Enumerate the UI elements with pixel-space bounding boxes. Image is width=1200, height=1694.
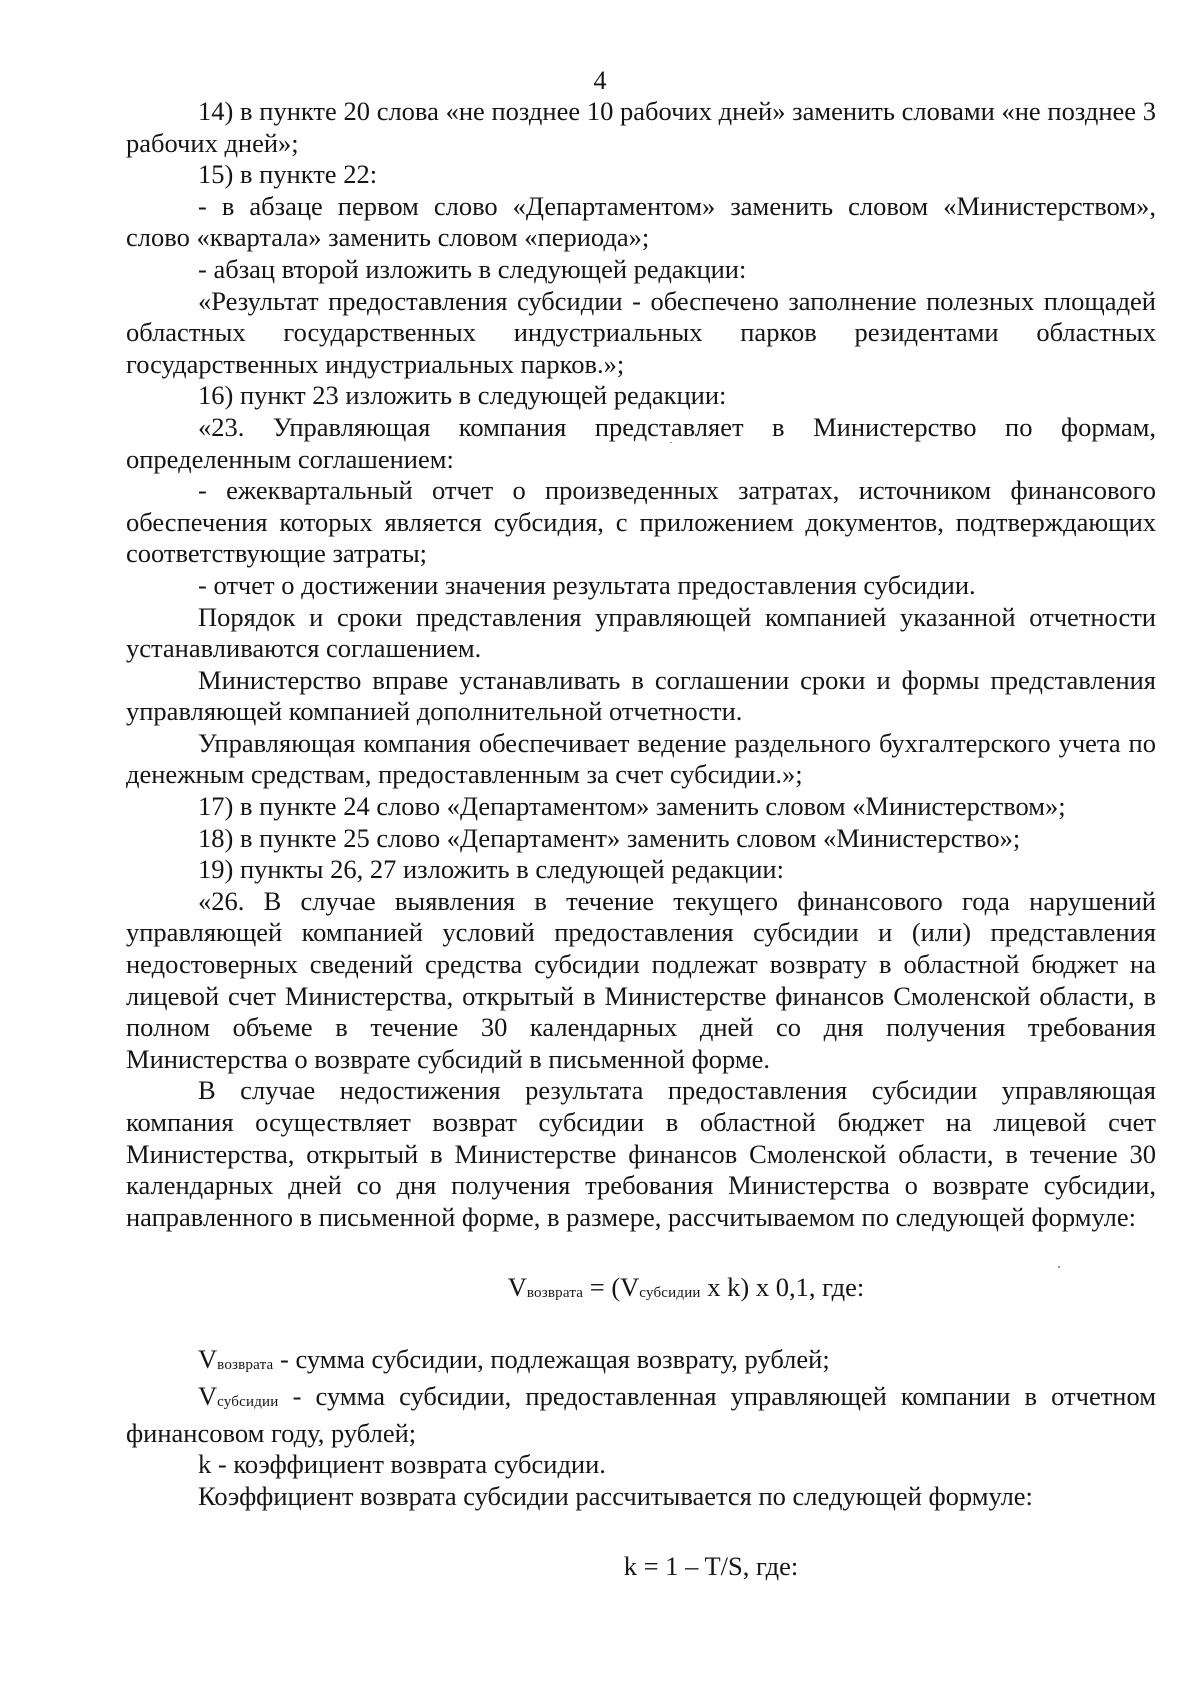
definition-text: - сумма субсидии, предоставленная управляющей компании в отчетном финансовом году, рублей; <box>126 1380 1156 1448</box>
paragraph-item-16: 16) пункт 23 изложить в следующей редакции: <box>198 380 727 411</box>
definition-subscript: субсидии <box>217 1393 279 1410</box>
paragraph-clause-23: «23. Управляющая компания представляет в Министерство по формам, определенным соглашением: <box>126 411 1156 474</box>
definition-symbol: V <box>198 1380 218 1411</box>
formula-v-return-subscript: возврата <box>526 1285 584 1302</box>
paragraph-additional-reporting: Министерство вправе устанавливать в соглашении сроки и формы представления управляющей компанией дополнительной отчетности. <box>126 664 1156 727</box>
formula-rest: x k) x 0,1, где: <box>700 1272 865 1303</box>
scan-speck <box>670 442 672 443</box>
definition-text: - сумма субсидии, подлежащая возврату, рублей; <box>273 1344 830 1375</box>
document-body <box>126 96 1156 1582</box>
paragraph-item-14: 14) в пункте 20 слова «не позднее 10 рабочих дней» заменить словами «не позднее 3 рабочих дней»; <box>126 96 1156 158</box>
definition-v-return <box>126 1344 1156 1381</box>
paragraph-item-15-abzac-1: - в абзаце первом слово «Департаментом» заменить словом «Министерством», слово «квартала» заменить словом «периода»; <box>126 190 1156 253</box>
paragraph-quarterly-report: - ежеквартальный отчет о произведенных затратах, источником финансового обеспечения которых является субсидия, с приложением документов, подтверждающих соответствующие затраты; <box>126 475 1156 569</box>
formula-equals-open: = (V <box>583 1272 640 1303</box>
definition-v-subsidy <box>126 1381 1156 1449</box>
definition-symbol: V <box>198 1344 218 1375</box>
paragraph-item-18: 18) в пункте 25 слово «Департамент» заменить словом «Министерство»; <box>198 822 1021 853</box>
formula-v-return-symbol: V <box>507 1272 527 1303</box>
paragraph-non-achievement: В случае недостижения результата предоставления субсидии управляющая компания осуществляет возврат субсидии в областной бюджет на лицевой счет Министерства, открытый в Министерстве финансов Смоленской области, в течение 30 календарных дней со дня получения требования Министерства о возврате субсидии, направленного в письменной форме, в размере, рассчитываемом по следующей формуле: <box>126 1075 1156 1232</box>
paragraph-clause-26: «26. В случае выявления в течение текущего финансового года нарушений управляющей компанией условий предоставления субсидии и (или) представления недостоверных сведений средства субсидии подлежат возврату в областной бюджет на лицевой счет Министерства, открытый в Министерстве финансов Смоленской области, в полном объеме в течение 30 календарных дней со дня получения требования Министерства о возврате субсидий в письменной форме. <box>126 885 1156 1074</box>
paragraph-item-17: 17) в пункте 24 слово «Департаментом» заменить словом «Министерством»; <box>198 791 1066 822</box>
scan-speck <box>1058 1266 1060 1268</box>
definition-symbol: k <box>198 1449 212 1480</box>
formula-v-subsidy-subscript: субсидии <box>639 1285 701 1302</box>
definition-k <box>126 1449 1156 1481</box>
paragraph-separate-accounting: Управляющая компания обеспечивает ведение раздельного бухгалтерского учета по денежным средствам, предоставленным за счет субсидии.»; <box>126 727 1156 790</box>
paragraph-reporting-order: Порядок и сроки представления управляющей компанией указанной отчетности устанавливаются соглашением. <box>126 601 1156 664</box>
paragraph-result-report: - отчет о достижении значения результата предоставления субсидии. <box>198 569 976 600</box>
paragraph-item-15: 15) в пункте 22: <box>198 159 378 190</box>
formula-return-amount <box>126 1271 1156 1308</box>
paragraph-coef-intro: Коэффициент возврата субсидии рассчитывается по следующей формуле: <box>198 1480 1033 1511</box>
paragraph-result-text: «Результат предоставления субсидии - обеспечено заполнение полезных площадей областных государственных индустриальных парков резидентами областных государственных индустриальных парков.»; <box>126 285 1156 379</box>
page-number: 4 <box>593 66 607 95</box>
definition-subscript: возврата <box>217 1357 274 1374</box>
paragraph-item-15-abzac-2: - абзац второй изложить в следующей редакции: <box>198 253 747 284</box>
definition-text: - коэффициент возврата субсидии. <box>211 1449 606 1480</box>
formula-coefficient: k = 1 – T/S, где: <box>623 1551 799 1582</box>
paragraph-item-19: 19) пункты 26, 27 изложить в следующей редакции: <box>198 854 784 885</box>
